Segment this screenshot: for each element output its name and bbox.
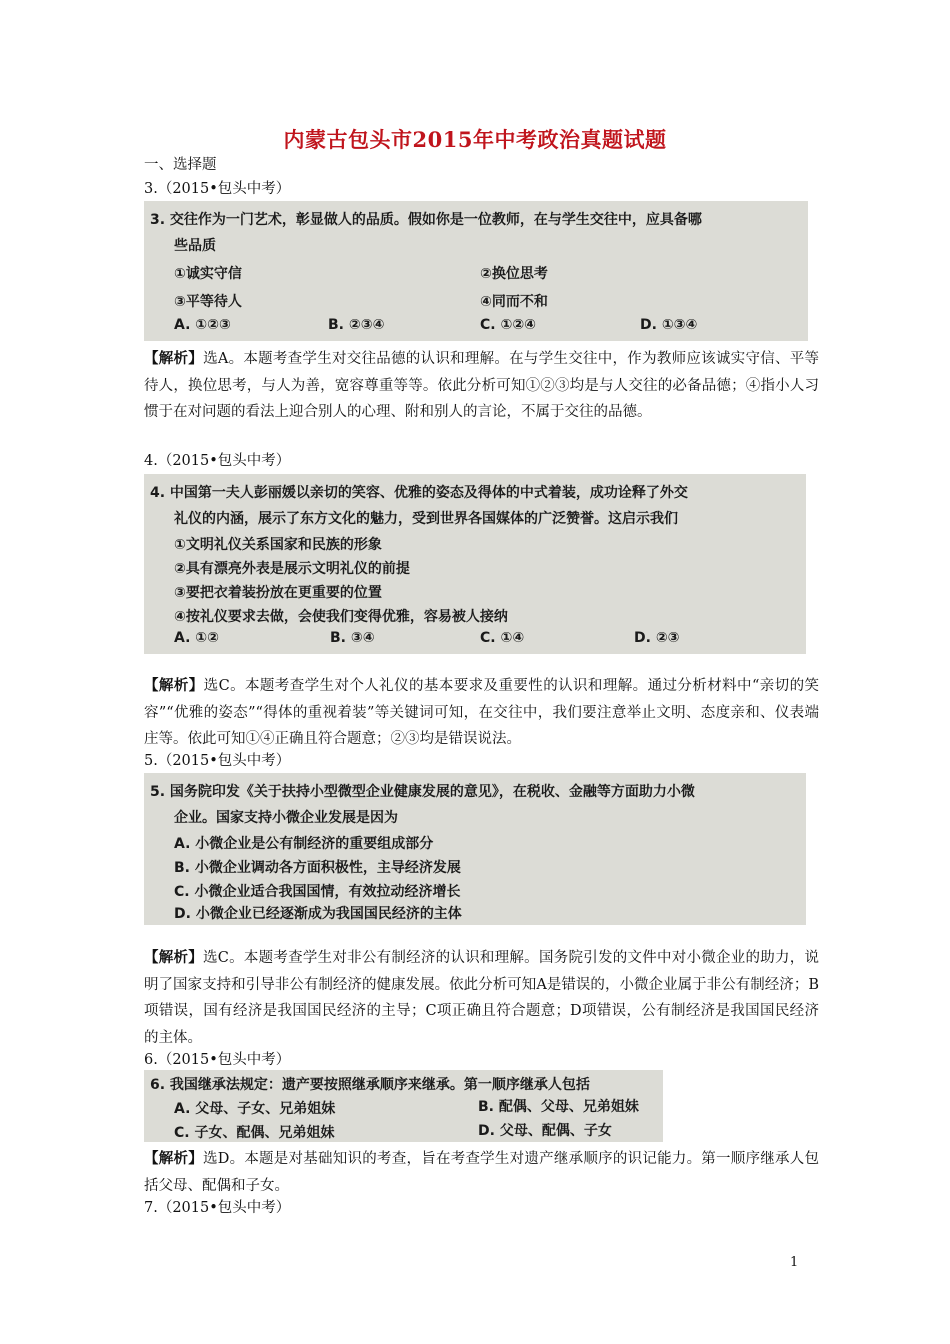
analysis-tag: 【解析】 (144, 350, 204, 367)
question-image (144, 773, 806, 925)
question-image (144, 201, 808, 341)
question-source: 6.（2015•包头中考） (144, 1052, 291, 1068)
analysis-text: 选D。本题是对基础知识的考查，旨在考查学生对遗产继承顺序的识记能力。第一顺序继承人包括父母、配偶和子女。 (144, 1151, 819, 1194)
answer-choice: B. ③④ (330, 630, 375, 646)
page-number: 1 (790, 1255, 799, 1270)
answer-choice: C. 子女、配偶、兄弟姐妹 (174, 1125, 335, 1141)
question-source: 4.（2015•包头中考） (144, 453, 291, 469)
analysis-paragraph (144, 673, 819, 753)
answer-choice: B. 小微企业调动各方面积极性，主导经济发展 (174, 860, 461, 876)
question-image (144, 1070, 663, 1142)
question-source: 5.（2015•包头中考） (144, 753, 291, 769)
option-statement: ②换位思考 (480, 266, 548, 282)
option-statement: ①诚实守信 (174, 266, 242, 282)
answer-choice: D. 小微企业已经逐渐成为我国国民经济的主体 (174, 906, 462, 922)
question-stem: 企业。国家支持小微企业发展是因为 (174, 810, 398, 826)
option-statement: ③要把衣着装扮放在更重要的位置 (174, 585, 382, 601)
question-stem: 3. 交往作为一门艺术，彰显做人的品质。假如你是一位教师，在与学生交往中，应具备哪 (150, 212, 702, 228)
answer-choice: A. 小微企业是公有制经济的重要组成部分 (174, 836, 434, 852)
question-source: 3.（2015•包头中考） (144, 181, 291, 197)
answer-choice: C. ①④ (480, 630, 525, 646)
analysis-paragraph (144, 945, 819, 1051)
analysis-text: 选A。本题考查学生对交往品德的认识和理解。在与学生交往中，作为教师应该诚实守信、平等待人，换位思考，与人为善，宽容尊重等等。依此分析可知①②③均是与人交往的必备品德；④指小人习惯于在对问题的看法上迎合别人的心理、附和别人的言论，不属于交往的品德。 (144, 351, 820, 420)
analysis-tag: 【解析】 (144, 949, 204, 966)
question-source: 7.（2015•包头中考） (144, 1200, 291, 1216)
analysis-paragraph (144, 1146, 819, 1199)
analysis-text: 选C。本题考查学生对个人礼仪的基本要求及重要性的认识和理解。通过分析材料中“亲切的笑容”“优雅的姿态”“得体的重视着装”等关键词可知，在交往中，我们要注意举止文明、态度亲和、仪表端庄等。依此可知①④正确且符合题意；②③均是错误说法。 (144, 678, 820, 747)
answer-choice: D. ②③ (634, 630, 680, 646)
answer-choice: A. 父母、子女、兄弟姐妹 (174, 1101, 336, 1117)
question-stem: 5. 国务院印发《关于扶持小型微型企业健康发展的意见》，在税收、金融等方面助力小微 (150, 784, 695, 800)
analysis-tag: 【解析】 (144, 677, 204, 694)
option-statement: ①文明礼仪关系国家和民族的形象 (174, 537, 382, 553)
question-stem: 些品质 (174, 238, 216, 254)
option-statement: ②具有漂亮外表是展示文明礼仪的前提 (174, 561, 410, 577)
analysis-paragraph (144, 346, 819, 426)
analysis-tag: 【解析】 (144, 1150, 203, 1167)
question-stem: 4. 中国第一夫人彭丽媛以亲切的笑容、优雅的姿态及得体的中式着装，成功诠释了外交 (150, 485, 688, 501)
question-stem: 礼仪的内涵，展示了东方文化的魅力，受到世界各国媒体的广泛赞誉。这启示我们 (174, 511, 678, 527)
answer-choice: C. 小微企业适合我国国情，有效拉动经济增长 (174, 884, 461, 900)
answer-choice: A. ①②③ (174, 317, 231, 333)
answer-choice: B. ②③④ (328, 317, 385, 333)
section-heading: 一、选择题 (144, 157, 217, 173)
option-statement: ④按礼仪要求去做，会使我们变得优雅，容易被人接纳 (174, 609, 508, 625)
option-statement: ④同而不和 (480, 294, 548, 310)
answer-choice: C. ①②④ (480, 317, 537, 333)
analysis-text: 选C。本题考查学生对非公有制经济的认识和理解。国务院引发的文件中对小微企业的助力，说明了国家支持和引导非公有制经济的健康发展。依此分析可知A是错误的，小微企业属于非公有制经济；B项错误，国有经济是我国国民经济的主导；C项正确且符合题意；D项错误，公有制经济是我国国民经济的主体。 (144, 950, 819, 1046)
option-statement: ③平等待人 (174, 294, 242, 310)
answer-choice: D. 父母、配偶、子女 (478, 1123, 612, 1139)
question-stem: 6. 我国继承法规定：遗产要按照继承顺序来继承。第一顺序继承人包括 (150, 1077, 590, 1093)
page-title: 内蒙古包头市2015年中考政治真题试题 (283, 127, 667, 152)
answer-choice: A. ①② (174, 630, 219, 646)
answer-choice: B. 配偶、父母、兄弟姐妹 (478, 1099, 639, 1115)
question-image (144, 474, 806, 654)
answer-choice: D. ①③④ (640, 317, 698, 333)
